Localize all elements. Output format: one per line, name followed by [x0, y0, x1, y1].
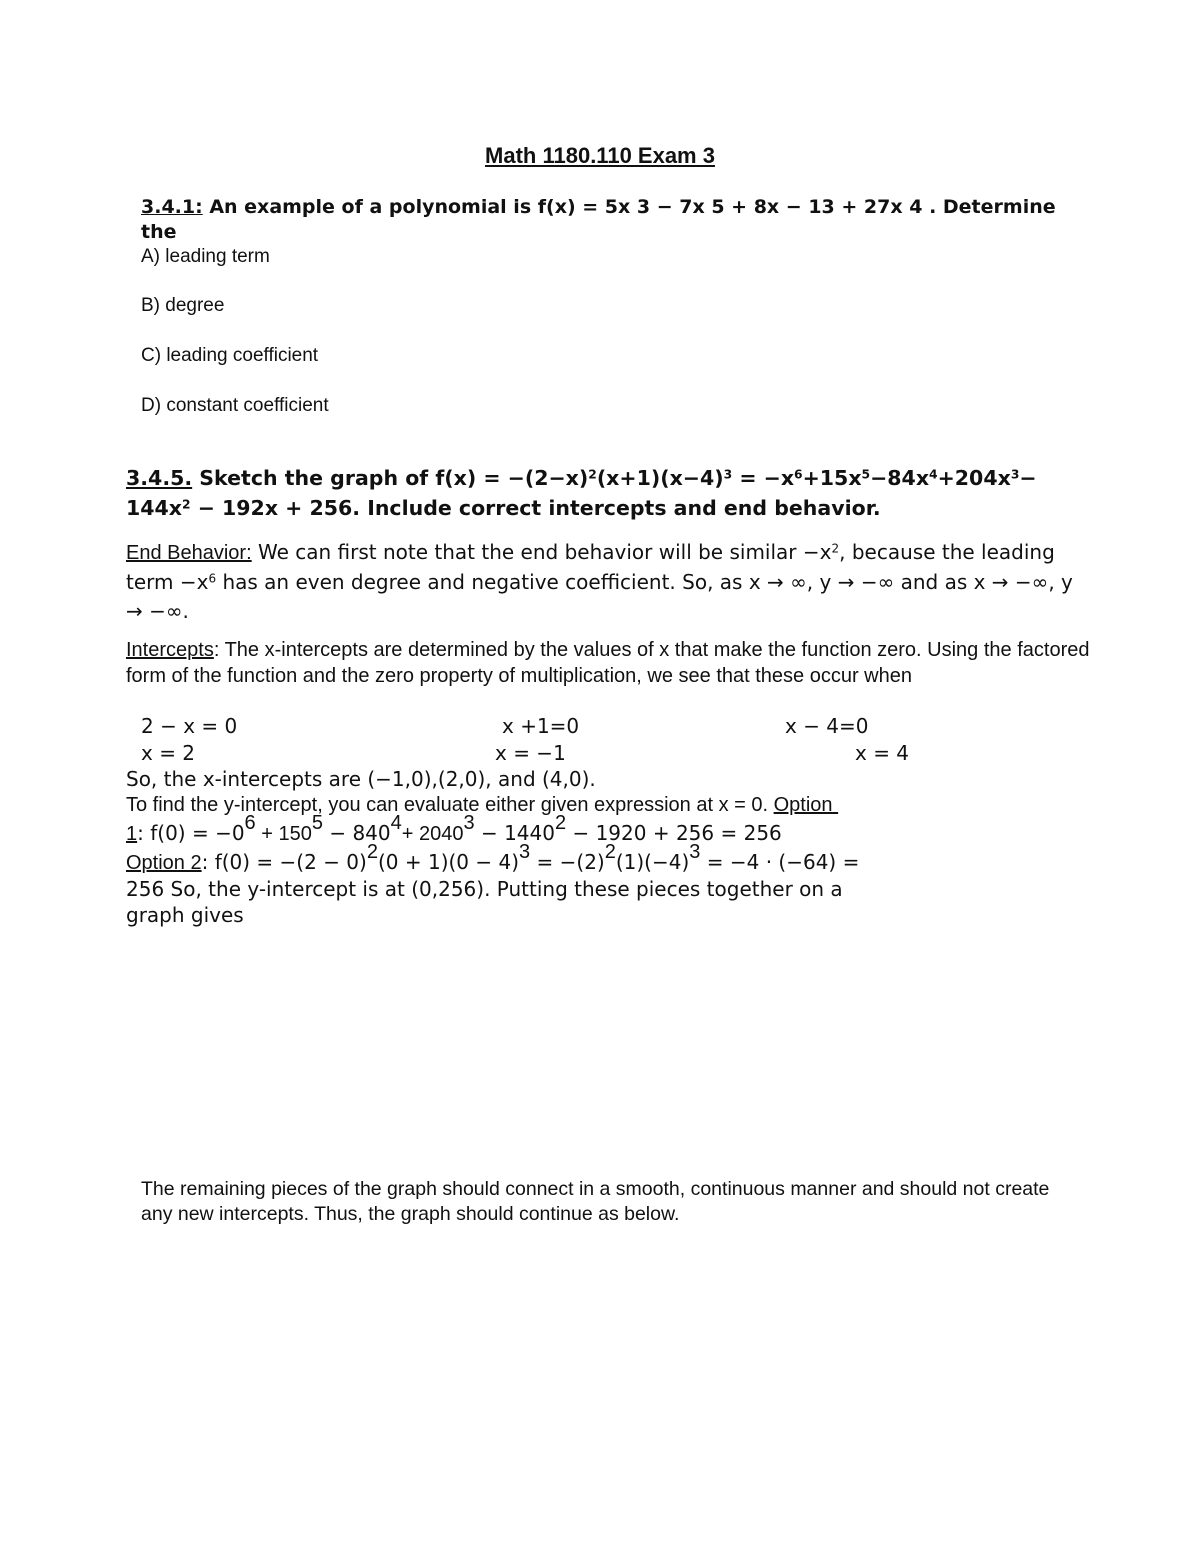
- exponent: 3: [463, 812, 475, 834]
- page-title: Math 1180.110 Exam 3: [485, 143, 715, 168]
- y-intercept-intro: [126, 794, 838, 817]
- option-1-line: [126, 812, 782, 846]
- equation-part: = −4 · (−64) =: [700, 850, 860, 874]
- option-a: A) leading term: [141, 246, 270, 267]
- option-b: B) degree: [141, 295, 225, 316]
- end-behavior-paragraph: [126, 538, 1091, 626]
- exponent: 3: [723, 467, 733, 482]
- option-number: 1: [126, 823, 138, 845]
- exponent: 4: [929, 467, 938, 482]
- prompt-part: Sketch the graph of f(x) = −(2−x): [199, 466, 589, 490]
- exponent: 6: [794, 467, 803, 482]
- option-2-line: [126, 841, 860, 875]
- equation-part: − 1920 + 256 = 256: [566, 821, 782, 845]
- prompt-part: +204x: [937, 466, 1011, 490]
- question-3-4-1-prompt: [141, 195, 1081, 245]
- equation-part: = −(2): [530, 850, 605, 874]
- exponent: 5: [311, 812, 323, 834]
- paragraph-text: , because the leading term −x: [126, 540, 1055, 594]
- equation: x = −1: [495, 741, 566, 765]
- y-intercept-conclusion: 256 So, the y-intercept is at (0,256). Putting these pieces together on a: [126, 877, 843, 901]
- x-intercepts-summary: So, the x-intercepts are (−1,0),(2,0), and (4,0).: [126, 767, 596, 791]
- exponent: 5: [861, 467, 871, 482]
- equation: x − 4=0: [785, 714, 869, 738]
- question-3-4-5-prompt: [126, 463, 1076, 523]
- prompt-part: −84x: [870, 466, 930, 490]
- exponent: 6: [244, 812, 256, 834]
- intercepts-paragraph: [126, 637, 1091, 689]
- equation-part: (0 + 1)(0 − 4): [377, 850, 520, 874]
- question-text: An example of a polynomial is f(x) = 5x 3 − 7x 5 + 8x − 13 + 27x 4 . Determine the: [141, 196, 1056, 243]
- option-d: D) constant coefficient: [141, 395, 329, 416]
- equation-part: + 150: [255, 823, 312, 845]
- exponent: 2: [588, 467, 597, 482]
- equation-part: (1)(−4): [615, 850, 690, 874]
- intercepts-label: Intercepts: [126, 639, 214, 661]
- prompt-part: (x+1)(x−4): [596, 466, 724, 490]
- option-c: C) leading coefficient: [141, 345, 319, 366]
- option-label: Option: [773, 794, 833, 816]
- exponent: 6: [208, 571, 217, 586]
- exponent: 3: [1010, 467, 1020, 482]
- exponent: 4: [390, 812, 402, 834]
- prompt-part: = −x: [732, 466, 795, 490]
- graph-continuation-note: The remaining pieces of the graph should connect in a smooth, continuous manner and should not create any new intercepts. Thus, the graph should continue as below.: [141, 1178, 1050, 1225]
- equation-part: − 840: [322, 821, 391, 845]
- equation: x +1=0: [502, 714, 580, 738]
- exponent: 2: [604, 841, 616, 863]
- equation-part: − 1440: [474, 821, 555, 845]
- equation-part: : f(0) = −0: [137, 821, 245, 845]
- equation-part: : f(0) = −(2 − 0): [201, 850, 367, 874]
- exponent: 2: [554, 812, 567, 834]
- option-label: Option 2: [126, 852, 202, 874]
- paragraph-text: has an even degree and negative coefficient. So, as x → ∞, y → −∞ and as x → −∞, y → −∞.: [126, 570, 1073, 623]
- equation: x = 4: [855, 741, 910, 765]
- exponent: 2: [182, 497, 191, 512]
- equation: x = 2: [141, 741, 196, 765]
- equation-part: + 2040: [401, 823, 464, 845]
- prompt-part: −: [1019, 466, 1037, 490]
- equation: 2 − x = 0: [141, 714, 238, 738]
- prompt-part: − 192x + 256. Include correct intercepts and end behavior.: [190, 496, 881, 520]
- graph-gives-text: graph gives: [126, 903, 244, 927]
- exponent: 2: [366, 841, 378, 863]
- exponent: 3: [519, 841, 531, 863]
- paragraph-text: : The x-intercepts are determined by the values of x that make the function zero. Using the factored form of the function and the zero property of multiplication, we see that these occur when: [126, 639, 1090, 687]
- paragraph-text: To find the y-intercept, you can evaluate either given expression at x = 0.: [126, 794, 774, 816]
- exponent: 3: [689, 841, 701, 863]
- question-number: 3.4.5.: [126, 466, 193, 490]
- question-number: 3.4.1:: [141, 196, 203, 218]
- exponent: 2: [831, 541, 840, 556]
- end-behavior-label: End Behavior:: [126, 542, 252, 564]
- prompt-part: +15x: [802, 466, 862, 490]
- prompt-part: 144x: [126, 496, 183, 520]
- paragraph-text: We can first note that the end behavior will be similar −x: [251, 540, 832, 564]
